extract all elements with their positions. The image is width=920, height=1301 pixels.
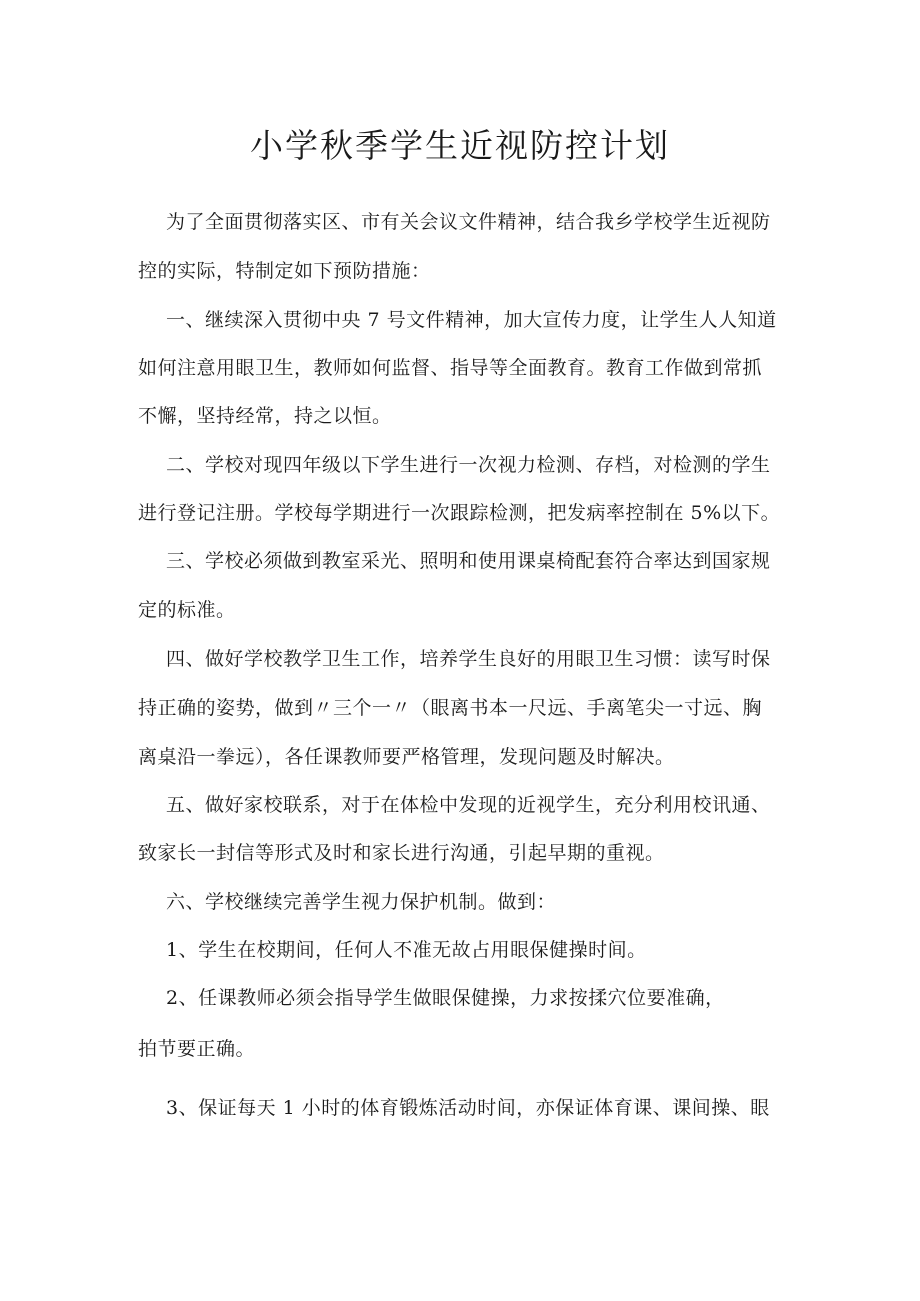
sub-item-3-line-1: 3、保证每天 1 小时的体育锻炼活动时间，亦保证体育课、课间操、眼	[166, 1097, 770, 1119]
intro-line-1: 为了全面贯彻落实区、市有关会议文件精神，结合我乡学校学生近视防	[166, 211, 771, 233]
item-3-line-2: 定的标准。	[138, 599, 236, 621]
item-3-line-1: 三、学校必须做到教室采光、照明和使用课桌椅配套符合率达到国家规	[166, 550, 771, 572]
sub-item-2-line-2: 拍节要正确。	[138, 1038, 256, 1060]
item-2-line-2: 进行登记注册。学校每学期进行一次跟踪检测，把发病率控制在 5%以下。	[138, 502, 781, 524]
item-2-line-1: 二、学校对现四年级以下学生进行一次视力检测、存档，对检测的学生	[166, 454, 771, 476]
item-6-line-1: 六、学校继续完善学生视力保护机制。做到：	[166, 891, 557, 913]
sub-item-1-line-1: 1、学生在校期间，任何人不准无故占用眼保健操时间。	[166, 939, 647, 961]
item-4-line-2: 持正确的姿势，做到〃三个一〃（眼离书本一尺远、手离笔尖一寸远、胸	[138, 697, 763, 719]
item-1-line-2: 如何注意用眼卫生，教师如何监督、指导等全面教育。教育工作做到常抓	[138, 357, 763, 379]
intro-line-2: 控的实际，特制定如下预防措施：	[138, 260, 431, 282]
item-1-line-3: 不懈，坚持经常，持之以恒。	[138, 405, 392, 427]
item-5-line-1: 五、做好家校联系，对于在体检中发现的近视学生，充分利用校讯通、	[166, 794, 771, 816]
item-1-line-1: 一、继续深入贯彻中央 7 号文件精神，加大宣传力度，让学生人人知道	[166, 309, 777, 331]
item-4-line-1: 四、做好学校教学卫生工作，培养学生良好的用眼卫生习惯：读写时保	[166, 648, 771, 670]
item-4-line-3: 离桌沿一拳远），各任课教师要严格管理，发现问题及时解决。	[138, 746, 675, 768]
item-5-line-2: 致家长一封信等形式及时和家长进行沟通，引起早期的重视。	[138, 842, 665, 864]
document-title: 小学秋季学生近视防控计划	[250, 126, 670, 165]
sub-item-2-line-1: 2、任课教师必须会指导学生做眼保健操，力求按揉穴位要准确，	[166, 987, 725, 1009]
